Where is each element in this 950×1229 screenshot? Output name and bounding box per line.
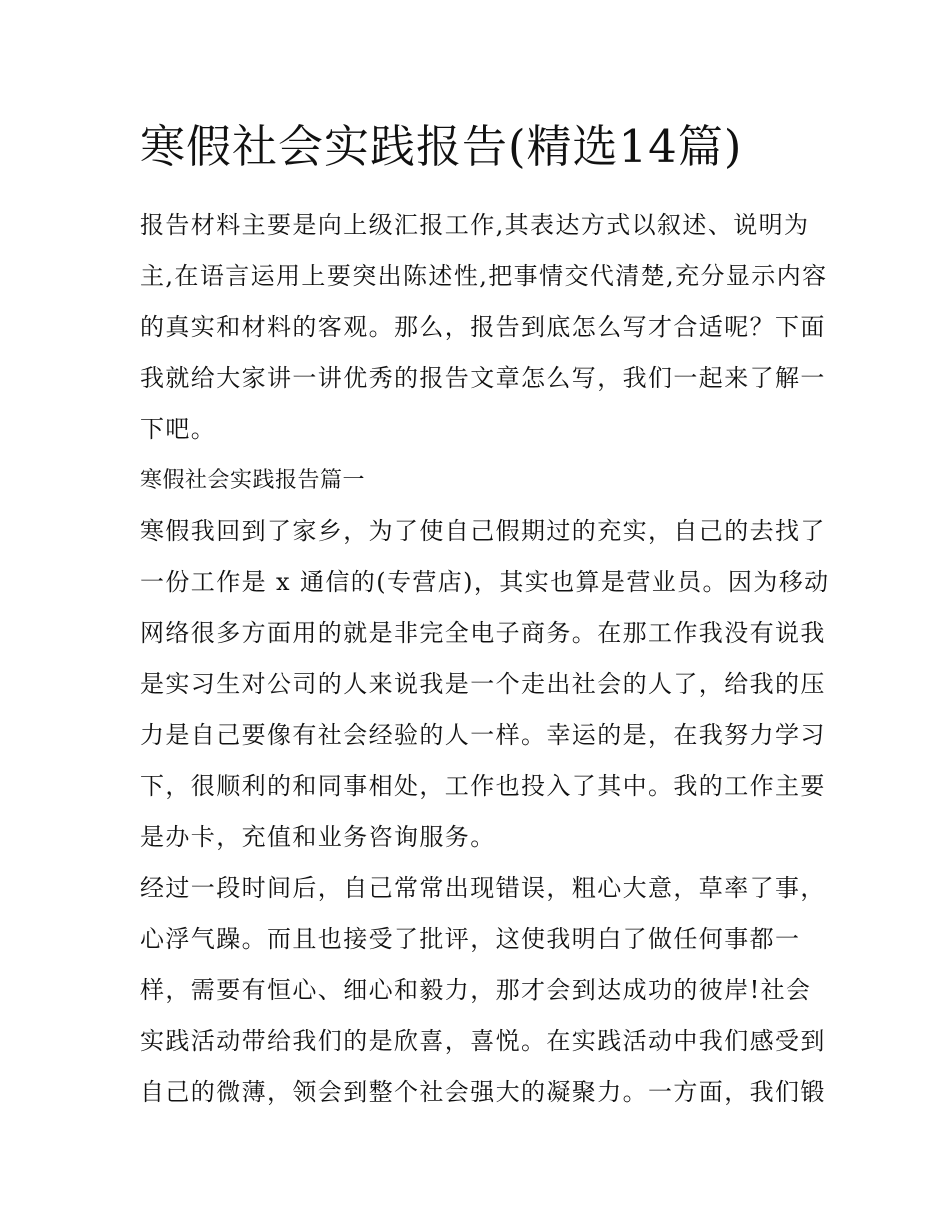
paragraph-line: 经过一段时间后，自己常常出现错误，粗心大意，草率了事，	[140, 874, 826, 902]
intro-line: 下吧。	[140, 415, 217, 443]
intro-line: 的真实和材料的客观。那么，报告到底怎么写才合适呢？下面	[140, 313, 826, 341]
intro-paragraph	[140, 200, 828, 455]
intro-line: 主,在语言运用上要突出陈述性,把事情交代清楚,充分显示内容	[140, 262, 828, 290]
body-paragraph-2	[140, 863, 826, 1118]
paragraph-line: 是办卡，充值和业务咨询服务。	[140, 823, 496, 851]
paragraph-line: 寒假我回到了家乡，为了使自己假期过的充实，自己的去找了	[140, 517, 826, 545]
paragraph-line: 心浮气躁。而且也接受了批评，这使我明白了做任何事都一	[140, 925, 801, 953]
paragraph-line: 样，需要有恒心、细心和毅力，那才会到达成功的彼岸!社会	[140, 976, 812, 1004]
paragraph-line: 一份工作是 x 通信的(专营店)，其实也算是营业员。因为移动	[140, 568, 830, 596]
section-heading: 寒假社会实践报告篇一	[140, 468, 366, 493]
paragraph-line: 网络很多方面用的就是非完全电子商务。在那工作我没有说我	[140, 619, 826, 647]
paragraph-line: 下，很顺利的和同事相处，工作也投入了其中。我的工作主要	[140, 772, 826, 800]
intro-line: 报告材料主要是向上级汇报工作,其表达方式以叙述、说明为	[140, 211, 810, 239]
body-paragraph-1	[140, 506, 830, 863]
paragraph-line: 自己的微薄，领会到整个社会强大的凝聚力。一方面，我们锻	[140, 1078, 826, 1106]
intro-line: 我就给大家讲一讲优秀的报告文章怎么写，我们一起来了解一	[140, 364, 826, 392]
paragraph-line: 是实习生对公司的人来说我是一个走出社会的人了，给我的压	[140, 670, 826, 698]
paragraph-line: 实践活动带给我们的是欣喜，喜悦。在实践活动中我们感受到	[140, 1027, 826, 1055]
paragraph-line: 力是自己要像有社会经验的人一样。幸运的是，在我努力学习	[140, 721, 826, 749]
document-title: 寒假社会实践报告(精选14篇)	[140, 120, 743, 173]
document-page	[140, 112, 830, 1118]
